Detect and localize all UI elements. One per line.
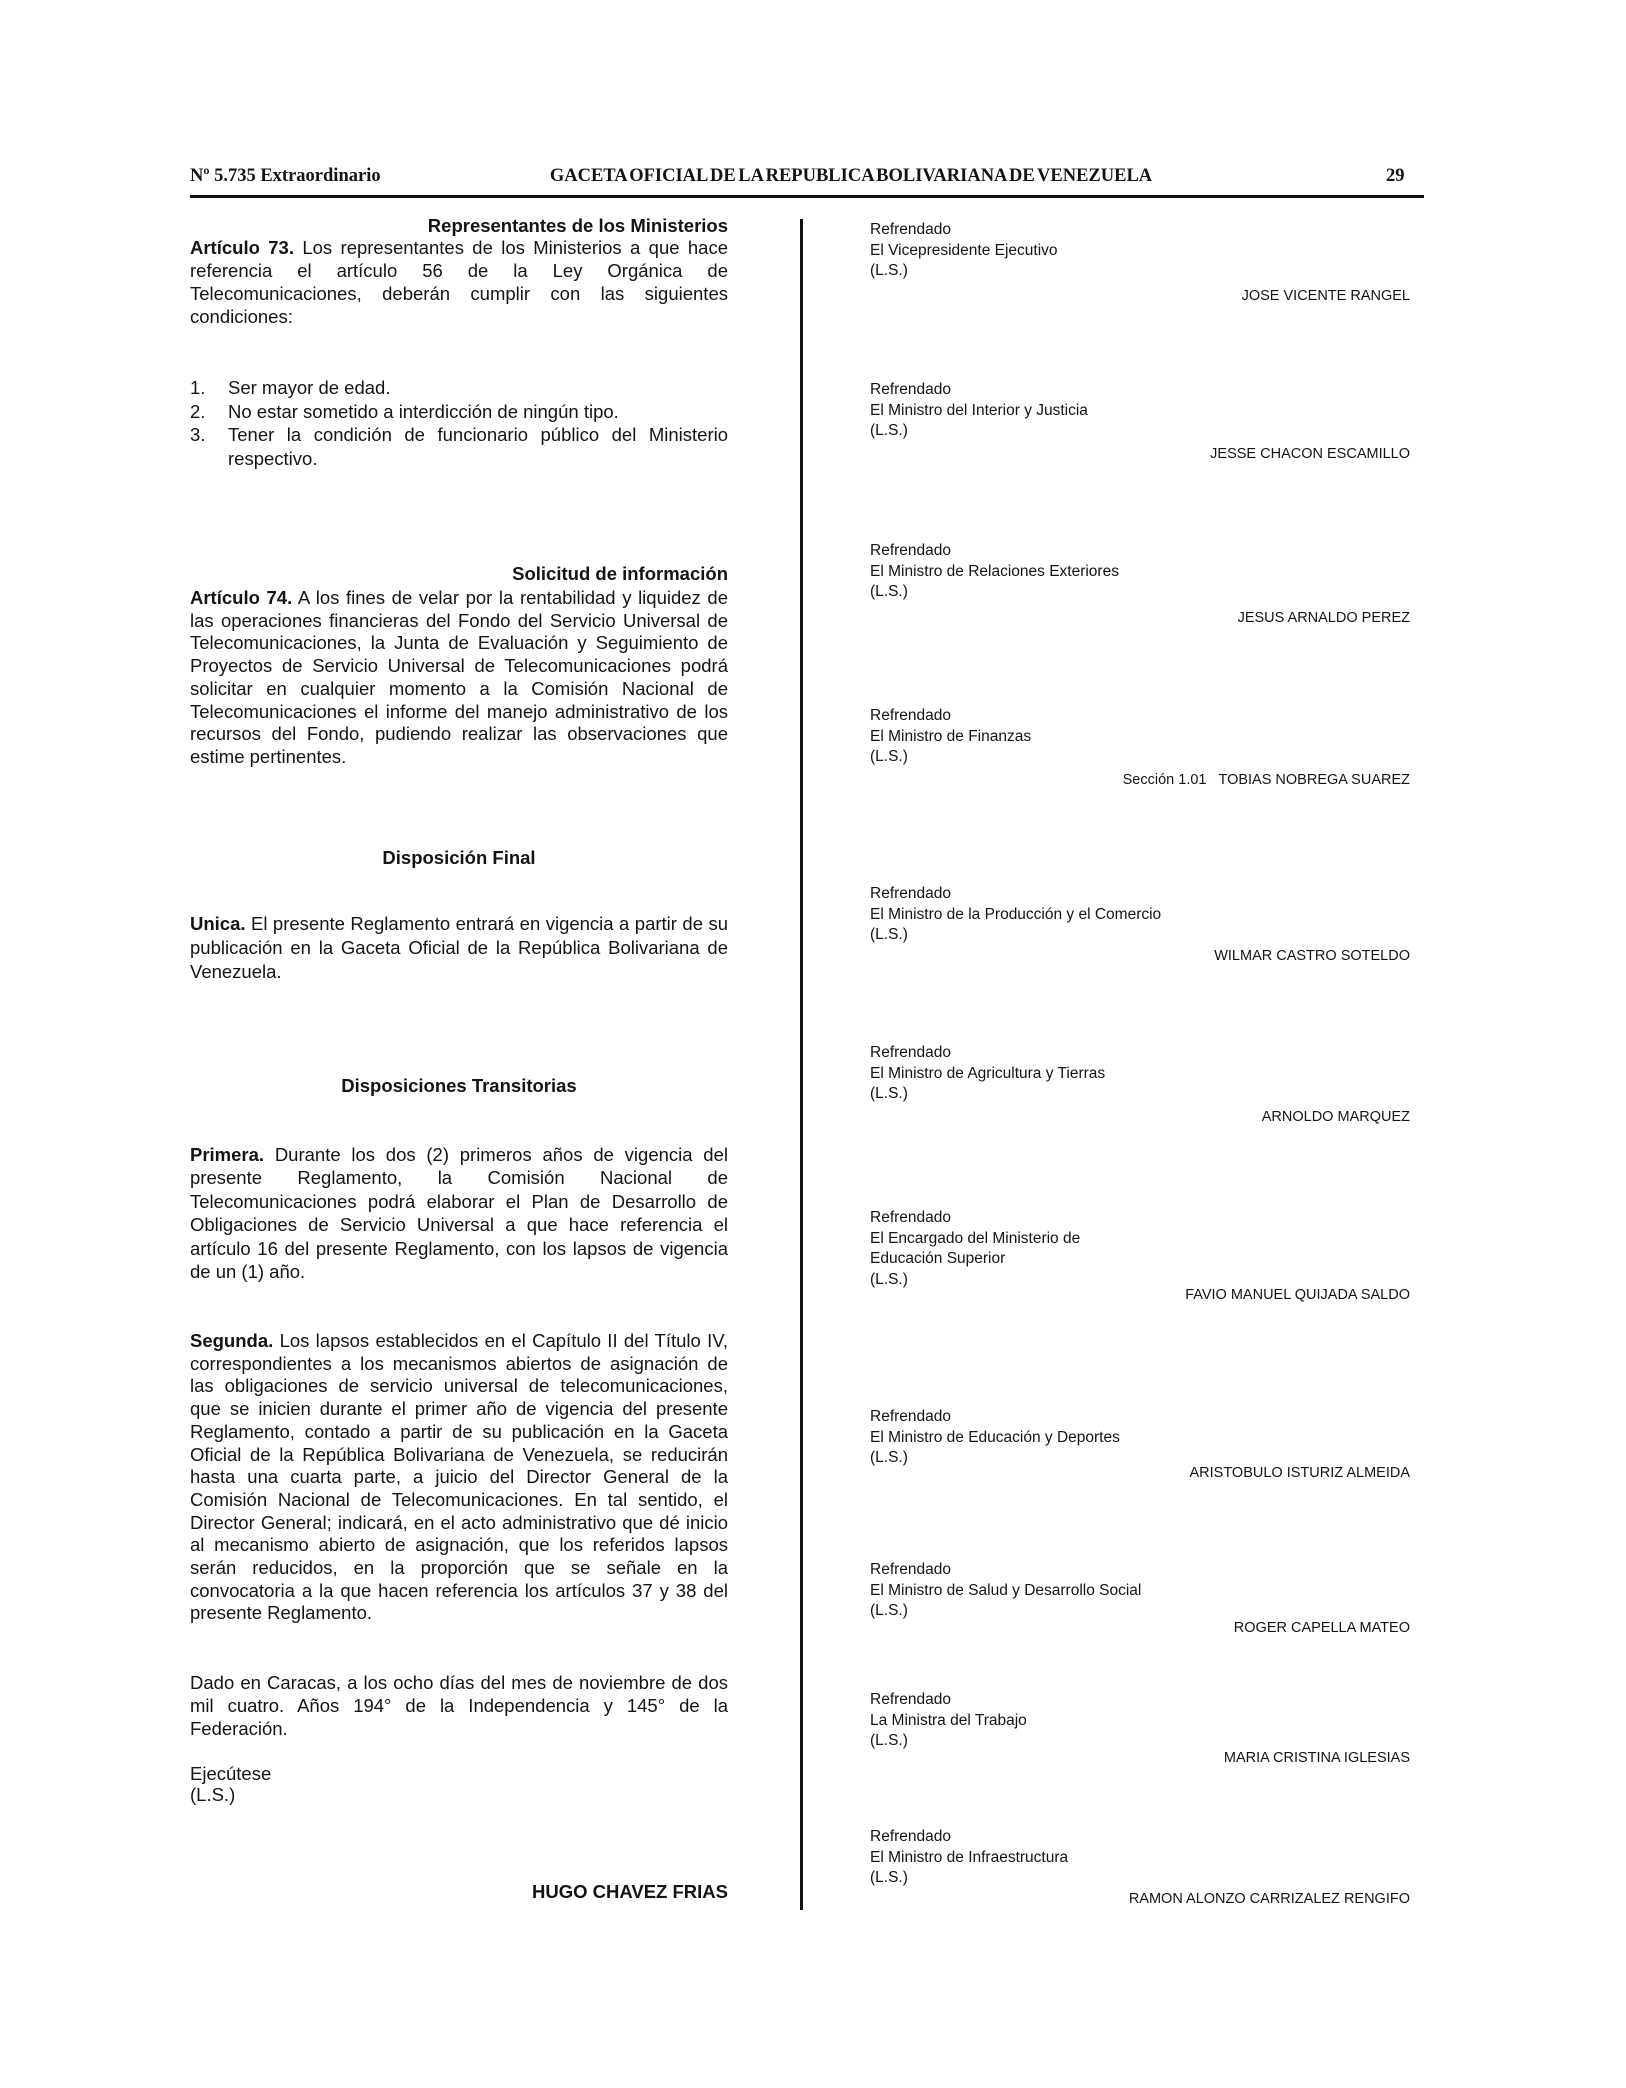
countersign-block (870, 541, 1410, 631)
list-item (190, 400, 728, 424)
list-item-text: No estar sometido a interdicción de ningún tipo. (228, 400, 619, 422)
transitional-first-lead: Primera. (190, 1144, 265, 1165)
minister-title: El Encargado del Ministerio de (870, 1229, 1081, 1247)
page-number: 29 (1386, 166, 1405, 186)
final-provision-lead: Unica. (190, 913, 246, 934)
list-item (190, 376, 728, 400)
seal-mark: (L.S.) (870, 262, 908, 279)
dated-statement: Dado en Caracas, a los ocho días del mes de noviembre de dos mil cuatro. Años 194° de la Independencia y 145° de la Federación. (190, 1672, 728, 1739)
seal-mark: (L.S.) (870, 1449, 908, 1466)
transitional-first (190, 1143, 728, 1283)
section-heading-transitorias: Disposiciones Transitorias (341, 1075, 577, 1096)
minister-name: RAMON ALONZO CARRIZALEZ RENGIFO (1128, 1891, 1410, 1907)
section-prefix: Sección 1.01 (1122, 772, 1207, 788)
seal-mark: (L.S.) (190, 1784, 236, 1805)
countersign-label: Refrendado (870, 1691, 952, 1708)
countersign-label: Refrendado (870, 1044, 952, 1061)
minister-title: El Ministro de Agricultura y Tierras (870, 1064, 1106, 1082)
minister-name: ARISTOBULO ISTURIZ ALMEIDA (1189, 1465, 1410, 1481)
countersign-block (870, 1208, 1410, 1308)
seal-mark: (L.S.) (870, 1602, 908, 1619)
seal-mark: (L.S.) (870, 1085, 908, 1102)
minister-name: JOSE VICENTE RANGEL (1241, 288, 1410, 304)
final-provision (190, 912, 728, 984)
minister-title-continued: Educación Superior (870, 1250, 1006, 1267)
countersign-block (870, 1827, 1410, 1917)
minister-name-row (1123, 770, 1410, 790)
issue-number: Nº 5.735 Extraordinario (190, 166, 381, 186)
list-item-number: 2. (190, 400, 206, 422)
transitional-second-lead: Segunda. (190, 1330, 274, 1351)
countersign-block (870, 1407, 1410, 1497)
countersign-label: Refrendado (870, 1561, 952, 1578)
countersign-label: Refrendado (870, 221, 952, 238)
minister-title: La Ministra del Trabajo (870, 1711, 1027, 1729)
column-divider (800, 219, 803, 1910)
minister-name: ARNOLDO MARQUEZ (1261, 1109, 1410, 1125)
countersign-block (870, 1043, 1410, 1133)
article-73 (190, 236, 728, 328)
signatory-name: HUGO CHAVEZ FRIAS (532, 1881, 728, 1902)
seal-mark: (L.S.) (870, 1869, 908, 1886)
transitional-second-text: Los lapsos establecidos en el Capítulo II del Título IV, correspondientes a los mecanismos abiertos de asignación de las obligaciones de servicio universal de telecomunicaciones, que se inicien durante el primer año de vigencia del presente Reglamento, contado a partir de su publicación en la Gaceta Oficial de la República Bolivariana de Venezuela, se reducirán hasta una cuarta parte, a juicio del Director General de la Comisión Nacional de Telecomunicaciones. En tal sentido, el Director General; indicará, en el acto administrativo que dé inicio al mecanismo abierto de asignación, que los referidos lapsos serán reducidos, en la proporción que se señale en la convocatoria a la que hacen referencia los artículos 37 y 38 del presente Reglamento. (190, 1330, 728, 1624)
minister-title: El Ministro de Salud y Desarrollo Social (870, 1581, 1142, 1599)
seal-mark: (L.S.) (870, 926, 908, 943)
countersign-label: Refrendado (870, 542, 952, 559)
list-item-text: Ser mayor de edad. (228, 377, 391, 398)
header-rule (190, 195, 1424, 198)
publication-title: GACETA OFICIAL DE LA REPUBLICA BOLIVARIANA DE VENEZUELA (549, 166, 1153, 186)
seal-mark: (L.S.) (870, 1270, 908, 1288)
minister-name: MARIA CRISTINA IGLESIAS (1223, 1750, 1410, 1766)
article-74-text: A los fines de velar por la rentabilidad y liquidez de las operaciones financieras del Fondo del Servicio Universal de Telecomunicaciones, la Junta de Evaluación y Seguimiento de Proyectos de Servicio Universal de Telecomunicaciones podrá solicitar en cualquier momento a la Comisión Nacional de Telecomunicaciones el informe del manejo administrativo de los recursos del Fondo, pudiendo realizar las observaciones que estime pertinentes. (190, 587, 728, 767)
countersign-block (870, 1560, 1410, 1650)
final-provision-text: El presente Reglamento entrará en vigencia a partir de su publicación en la Gaceta Oficial de la República Bolivariana de Venezuela. (190, 913, 728, 982)
seal-mark: (L.S.) (870, 748, 908, 765)
article-73-lead: Artículo 73. (190, 237, 294, 258)
countersign-block (870, 380, 1410, 470)
article-73-text: Los representantes de los Ministerios a que hace referencia el artículo 56 de la Ley Orgánica de Telecomunicaciones, deberán cumplir con las siguientes condiciones: (190, 237, 729, 327)
transitional-first-text: Durante los dos (2) primeros años de vigencia del presente Reglamento, la Comisión Nacional de Telecomunicaciones podrá elaborar el Plan de Desarrollo de Obligaciones de Servicio Universal a que hace referencia el artículo 16 del presente Reglamento, con los lapsos de vigencia de un (1) año. (190, 1144, 728, 1283)
seal-mark: (L.S.) (870, 1732, 908, 1749)
minister-name: TOBIAS NOBREGA SUAREZ (1218, 772, 1410, 788)
minister-title: El Ministro de Infraestructura (870, 1848, 1069, 1866)
section-heading-solicitud: Solicitud de información (512, 563, 728, 584)
section-heading-representantes: Representantes de los Ministerios (427, 215, 728, 236)
countersign-block (870, 706, 1410, 796)
transitional-second (190, 1330, 728, 1625)
countersign-label: Refrendado (870, 1828, 952, 1845)
minister-title: El Ministro del Interior y Justicia (870, 401, 1088, 419)
article-74-lead: Artículo 74. (190, 587, 293, 608)
list-item (190, 423, 728, 470)
minister-name: ROGER CAPELLA MATEO (1233, 1620, 1410, 1636)
minister-title: El Ministro de Educación y Deportes (870, 1428, 1120, 1446)
countersign-label: Refrendado (870, 885, 952, 902)
minister-title: El Ministro de la Producción y el Comercio (870, 905, 1162, 923)
countersign-block (870, 1690, 1410, 1780)
conditions-list (190, 376, 728, 470)
minister-name: JESSE CHACON ESCAMILLO (1210, 446, 1410, 462)
article-74 (190, 587, 728, 769)
minister-name: JESUS ARNALDO PEREZ (1237, 610, 1410, 626)
minister-title: El Ministro de Relaciones Exteriores (870, 562, 1119, 580)
countersign-block (870, 884, 1410, 974)
seal-mark: (L.S.) (870, 422, 908, 439)
countersign-block (870, 220, 1410, 310)
list-item-text: Tener la condición de funcionario público del Ministerio respectivo. (228, 424, 728, 469)
ejecutese-label: Ejecútese (190, 1763, 272, 1784)
countersign-label: Refrendado (870, 707, 952, 724)
countersign-label: Refrendado (870, 1408, 952, 1425)
section-heading-disposicion-final: Disposición Final (382, 847, 536, 868)
list-item-number: 1. (190, 377, 206, 398)
minister-name: WILMAR CASTRO SOTELDO (1214, 948, 1410, 964)
seal-mark: (L.S.) (870, 583, 908, 600)
countersign-label: Refrendado (870, 381, 952, 398)
minister-title: El Vicepresidente Ejecutivo (870, 241, 1058, 259)
countersign-label: Refrendado (870, 1209, 952, 1226)
list-item-number: 3. (190, 424, 206, 445)
minister-title: El Ministro de Finanzas (870, 727, 1032, 745)
minister-name: FAVIO MANUEL QUIJADA SALDO (1185, 1287, 1410, 1303)
